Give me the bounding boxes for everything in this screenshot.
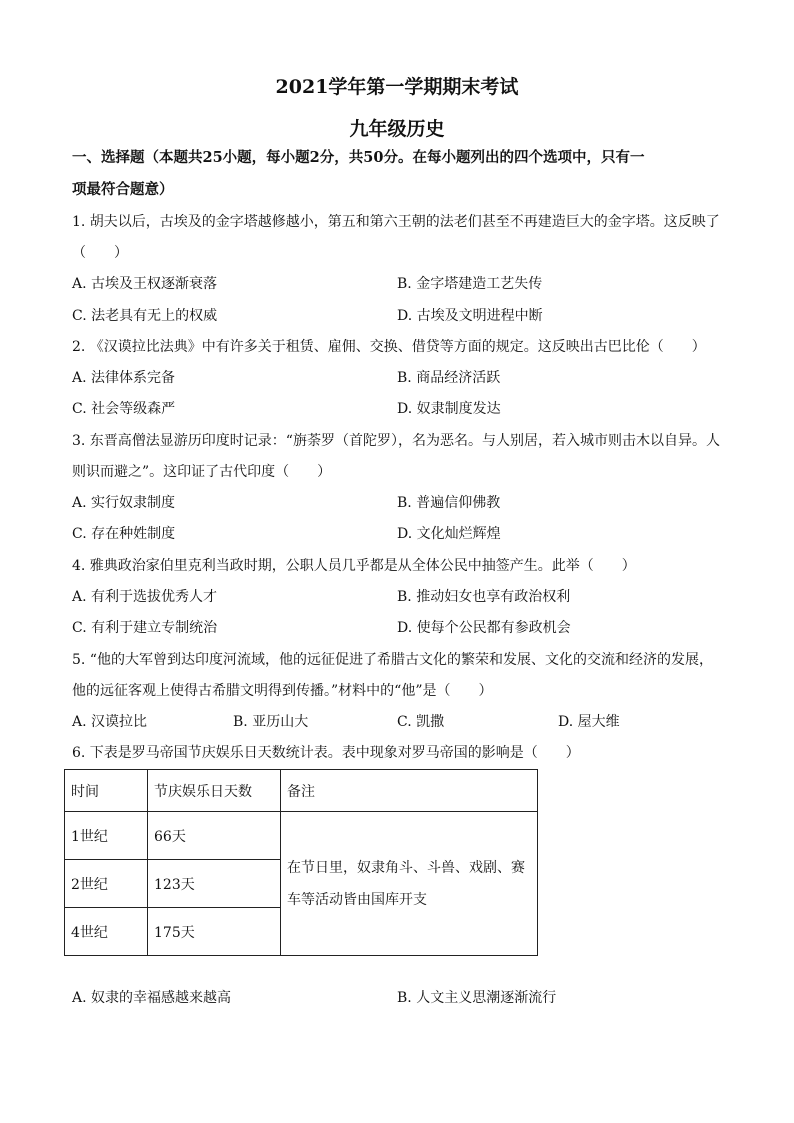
question-4-stem: 4. 雅典政治家伯里克利当政时期，公职人员几乎都是从全体公民中抽签产生。此举（ ） [72, 558, 636, 574]
section-heading-line1: 一、选择题（本题共25小题，每小题2分，共50分。在每小题列出的四个选项中，只有一 [72, 149, 645, 166]
question-5-stem: 5. “他的大军曾到达印度河流域，他的远征促进了希腊古文化的繁荣和发展、文化的交流和经济的发展， [72, 652, 713, 668]
q5-option-c[interactable]: C. 凯撒 [397, 714, 445, 730]
table-note-cell: 在节日里，奴隶角斗、斗兽、戏剧、赛车等活动皆由国库开支 [281, 812, 538, 956]
q5-option-b[interactable]: B. 亚历山大 [233, 714, 309, 730]
q1-option-d[interactable]: D. 古埃及文明进程中断 [397, 308, 543, 324]
q6-option-b[interactable]: B. 人文主义思潮逐渐流行 [397, 990, 557, 1006]
question-5-stem-cont: 他的远征客观上使得古希腊文明得到传播。”材料中的“他”是（ ） [72, 683, 493, 699]
question-3-stem-cont: 则识而避之”。这印证了古代印度（ ） [72, 464, 332, 480]
roman-festival-table [64, 769, 538, 956]
exam-title: 2021学年第一学期期末考试 [275, 76, 519, 98]
q1-option-c[interactable]: C. 法老具有无上的权威 [72, 308, 218, 324]
table-header-cell: 节庆娱乐日天数 [148, 770, 281, 812]
section-heading-line2: 项最符合题意） [72, 181, 174, 198]
q4-option-b[interactable]: B. 推动妇女也享有政治权利 [397, 589, 571, 605]
table-cell: 66天 [148, 812, 281, 860]
q2-option-c[interactable]: C. 社会等级森严 [72, 401, 176, 417]
q2-option-a[interactable]: A. 法律体系完备 [72, 370, 176, 386]
q4-option-a[interactable]: A. 有利于选拔优秀人才 [72, 589, 218, 605]
q2-option-d[interactable]: D. 奴隶制度发达 [397, 401, 501, 417]
q3-option-a[interactable]: A. 实行奴隶制度 [72, 495, 176, 511]
q1-option-b[interactable]: B. 金字塔建造工艺失传 [397, 276, 543, 292]
q2-option-b[interactable]: B. 商品经济活跃 [397, 370, 501, 386]
q5-option-d[interactable]: D. 屋大维 [558, 714, 620, 730]
q4-option-d[interactable]: D. 使每个公民都有参政机会 [397, 620, 571, 636]
table-cell: 123天 [148, 860, 281, 908]
q3-option-c[interactable]: C. 存在种姓制度 [72, 526, 176, 542]
table-header-cell: 时间 [65, 770, 148, 812]
q3-option-b[interactable]: B. 普遍信仰佛教 [397, 495, 501, 511]
table-cell: 175天 [148, 908, 281, 956]
table-cell: 4世纪 [65, 908, 148, 956]
q4-option-c[interactable]: C. 有利于建立专制统治 [72, 620, 218, 636]
q3-option-d[interactable]: D. 文化灿烂辉煌 [397, 526, 501, 542]
q5-option-a[interactable]: A. 汉谟拉比 [72, 714, 148, 730]
q6-option-a[interactable]: A. 奴隶的幸福感越来越高 [72, 990, 232, 1006]
table-row [65, 812, 538, 860]
table-header-row [65, 770, 538, 812]
table-header-cell: 备注 [281, 770, 538, 812]
question-2-stem: 2. 《汉谟拉比法典》中有许多关于租赁、雇佣、交换、借贷等方面的规定。这反映出古巴比伦（ ） [72, 339, 706, 355]
q1-option-a[interactable]: A. 古埃及王权逐渐衰落 [72, 276, 218, 292]
question-3-stem: 3. 东晋高僧法显游历印度时记录：“旃荼罗（首陀罗），名为恶名。与人别居，若入城市则击木以自异。人 [72, 433, 720, 449]
table-cell: 1世纪 [65, 812, 148, 860]
exam-subtitle: 九年级历史 [349, 118, 445, 140]
table-cell: 2世纪 [65, 860, 148, 908]
question-1-stem-cont: （ ） [72, 245, 128, 261]
question-1-stem: 1. 胡夫以后，古埃及的金字塔越修越小，第五和第六王朝的法老们甚至不再建造巨大的金字塔。这反映了 [72, 214, 720, 230]
question-6-stem: 6. 下表是罗马帝国节庆娱乐日天数统计表。表中现象对罗马帝国的影响是（ ） [72, 745, 580, 761]
